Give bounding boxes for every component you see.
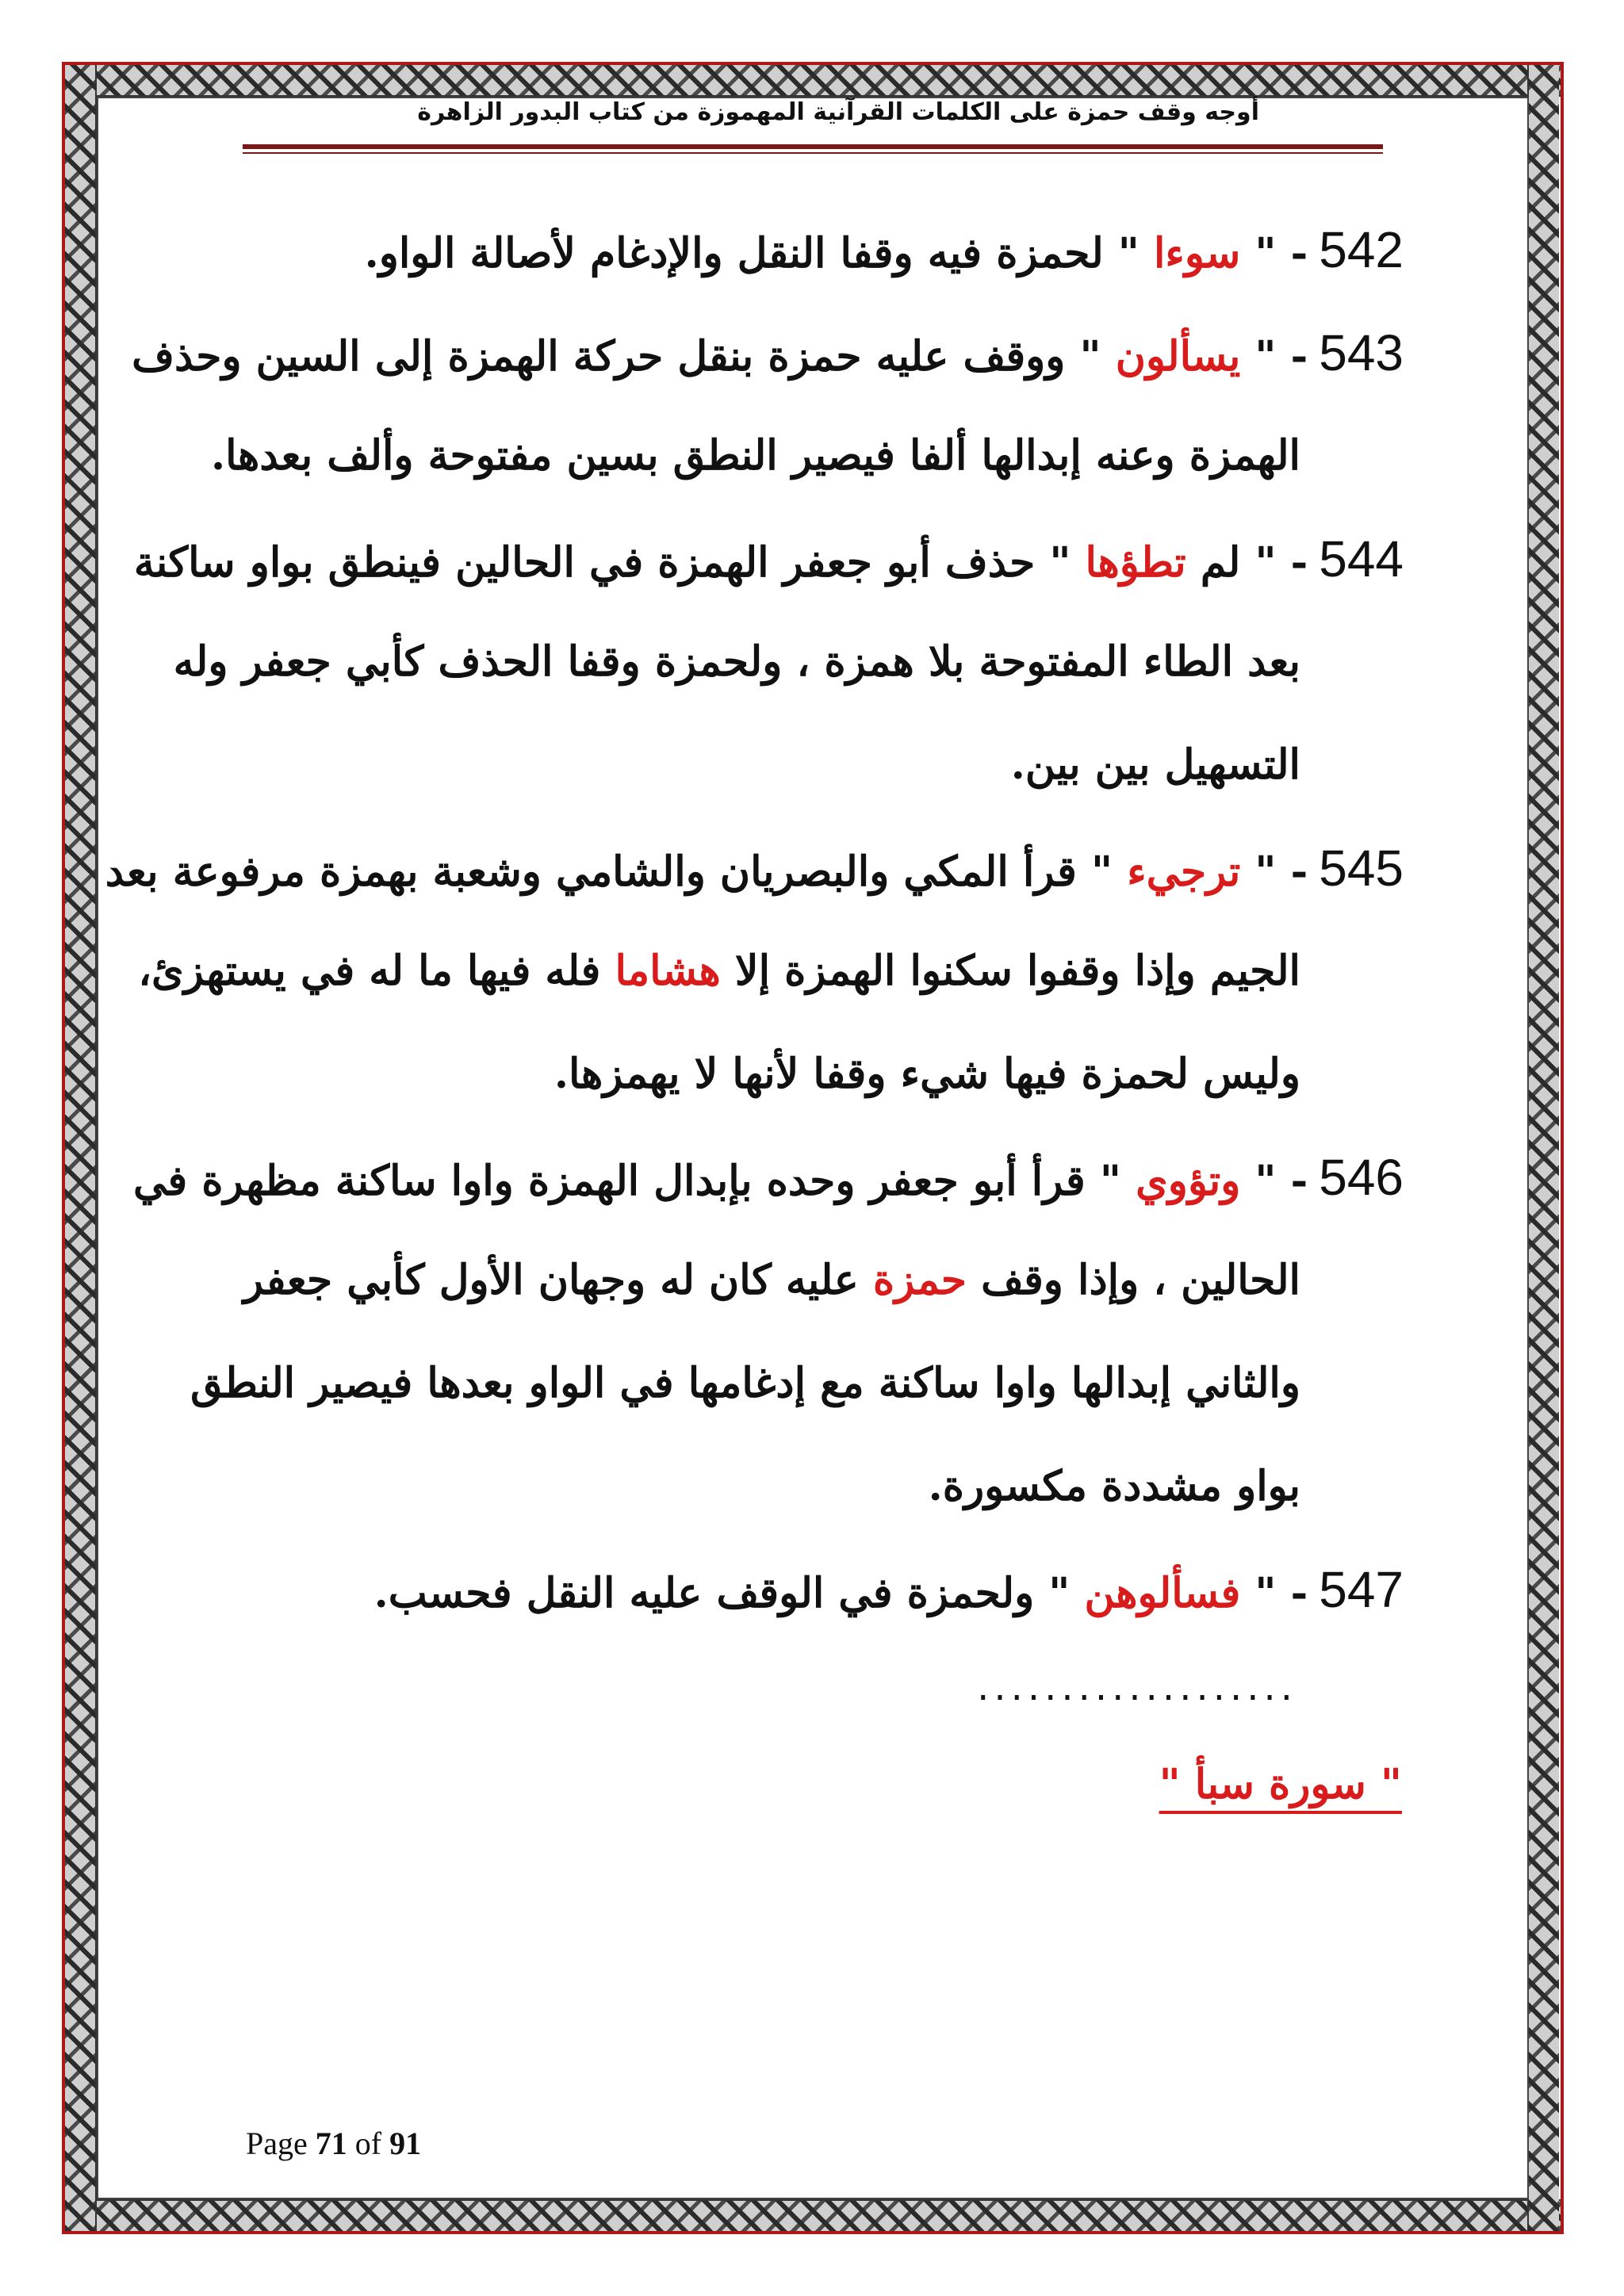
section-separator: ................... bbox=[977, 1665, 1297, 1709]
entry-continuation: التسهيل بين بين. bbox=[1010, 740, 1300, 789]
ornamental-border-bottom bbox=[65, 2199, 1561, 2231]
entry-number: 547 bbox=[1319, 1561, 1404, 1618]
entry-continuation: الجيم وإذا وقفوا سكنوا الهمزة إلا هشاما فله فيها ما له في يستهزئ، bbox=[138, 947, 1300, 995]
entry-line: 545- " ترجيء " قرأ المكي والبصريان والشامي وشعبة بهمزة مرفوعة بعد bbox=[105, 840, 1404, 897]
entry-continuation: الحالين ، وإذا وقف حمزة عليه كان له وجهان الأول كأبي جعفر bbox=[243, 1256, 1300, 1304]
page-footer bbox=[246, 2125, 421, 2162]
entry-545 bbox=[105, 817, 1404, 1126]
entry-546 bbox=[132, 1126, 1404, 1538]
running-header: أوجه وقف حمزة على الكلمات القرآنية المهموزة من كتاب البدور الزاهرة bbox=[417, 98, 1259, 126]
entry-number: 544 bbox=[1319, 530, 1404, 587]
entry-line: 543- " يسألون " ووقف عليه حمزة بنقل حركة الهمزة إلى السين وحذف bbox=[132, 324, 1404, 381]
entry-continuation: بعد الطاء المفتوحة بلا همزة ، ولحمزة وقفا الحذف كأبي جعفر وله bbox=[173, 637, 1300, 686]
entry-continuation: وليس لحمزة فيها شيء وقفا لأنها لا يهمزها. bbox=[553, 1050, 1300, 1098]
entry-line: 547- " فسألوهن " ولحمزة في الوقف عليه النقل فحسب. bbox=[373, 1561, 1404, 1618]
entry-line: 544- " لم تطؤها " حذف أبو جعفر الهمزة في الحالين فينطق بواو ساكنة bbox=[133, 530, 1404, 587]
entry-547 bbox=[238, 1538, 1404, 1641]
header-rule-thin bbox=[243, 152, 1383, 154]
header-rule bbox=[243, 144, 1383, 149]
entry-continuation: والثاني إبدالها واوا ساكنة مع إدغامها في الواو بعدها فيصير النطق bbox=[190, 1359, 1300, 1407]
entry-542 bbox=[238, 198, 1404, 301]
reader-name: هشاما bbox=[615, 947, 721, 995]
ornamental-border-right bbox=[1527, 65, 1559, 2231]
entry-number: 543 bbox=[1319, 324, 1404, 381]
entry-continuation: الهمزة وعنه إبدالها ألفا فيصير النطق بسين مفتوحة وألف بعدها. bbox=[210, 431, 1300, 480]
reader-name: حمزة bbox=[872, 1256, 967, 1304]
quranic-word: تطؤها bbox=[1085, 538, 1186, 587]
page-number: 71 bbox=[315, 2126, 347, 2161]
quranic-word: سوءا bbox=[1153, 229, 1241, 277]
entry-line: 542- " سوءا " لحمزة فيه وقفا النقل والإدغام لأصالة الواو. bbox=[364, 221, 1404, 278]
ornamental-border-top bbox=[65, 65, 1561, 97]
entry-544 bbox=[133, 507, 1404, 817]
entry-543 bbox=[132, 301, 1404, 507]
quranic-word: يسألون bbox=[1115, 332, 1241, 381]
page-total: 91 bbox=[389, 2126, 422, 2161]
entry-number: 542 bbox=[1319, 221, 1404, 278]
quranic-word: وتؤوي bbox=[1136, 1157, 1241, 1205]
of-label: of bbox=[354, 2126, 382, 2161]
quranic-word: فسألوهن bbox=[1084, 1569, 1241, 1617]
entry-number: 546 bbox=[1319, 1149, 1404, 1206]
entry-number: 545 bbox=[1319, 840, 1404, 897]
entry-line: 546- " وتؤوي " قرأ أبو جعفر وحده بإبدال الهمزة واوا ساكنة مظهرة في bbox=[132, 1149, 1404, 1206]
surah-heading: " سورة سبأ " bbox=[1159, 1760, 1402, 1808]
quranic-word: ترجيء bbox=[1127, 848, 1241, 896]
page-label: Page bbox=[246, 2126, 308, 2161]
entry-continuation: بواو مشددة مكسورة. bbox=[928, 1462, 1300, 1510]
ornamental-border-left bbox=[65, 65, 97, 2231]
entries-body bbox=[105, 198, 1404, 1641]
